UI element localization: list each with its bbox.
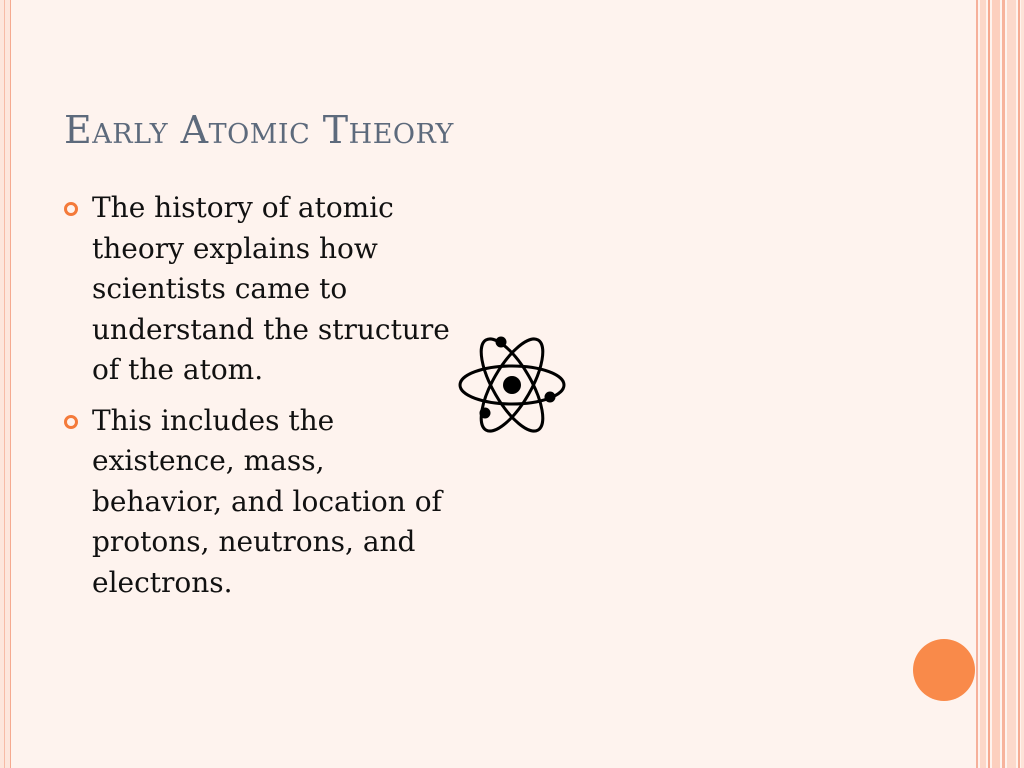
orange-circle-icon bbox=[913, 639, 975, 701]
bullet-item bbox=[64, 188, 454, 391]
atom-icon bbox=[455, 330, 570, 440]
bullet-item bbox=[64, 401, 454, 604]
bullet-text: This includes the existence, mass, behavior, and location of protons, neutrons, and electrons. bbox=[92, 403, 442, 599]
slide-title: Early Atomic Theory bbox=[64, 108, 454, 152]
left-border-decoration bbox=[0, 0, 11, 768]
bullet-text: The history of atomic theory explains how scientists came to understand the structure of the atom. bbox=[92, 191, 450, 386]
right-stripes-decoration bbox=[976, 0, 1024, 768]
bullet-list bbox=[64, 188, 454, 613]
bullet-icon bbox=[64, 202, 78, 216]
bullet-icon bbox=[64, 415, 78, 429]
